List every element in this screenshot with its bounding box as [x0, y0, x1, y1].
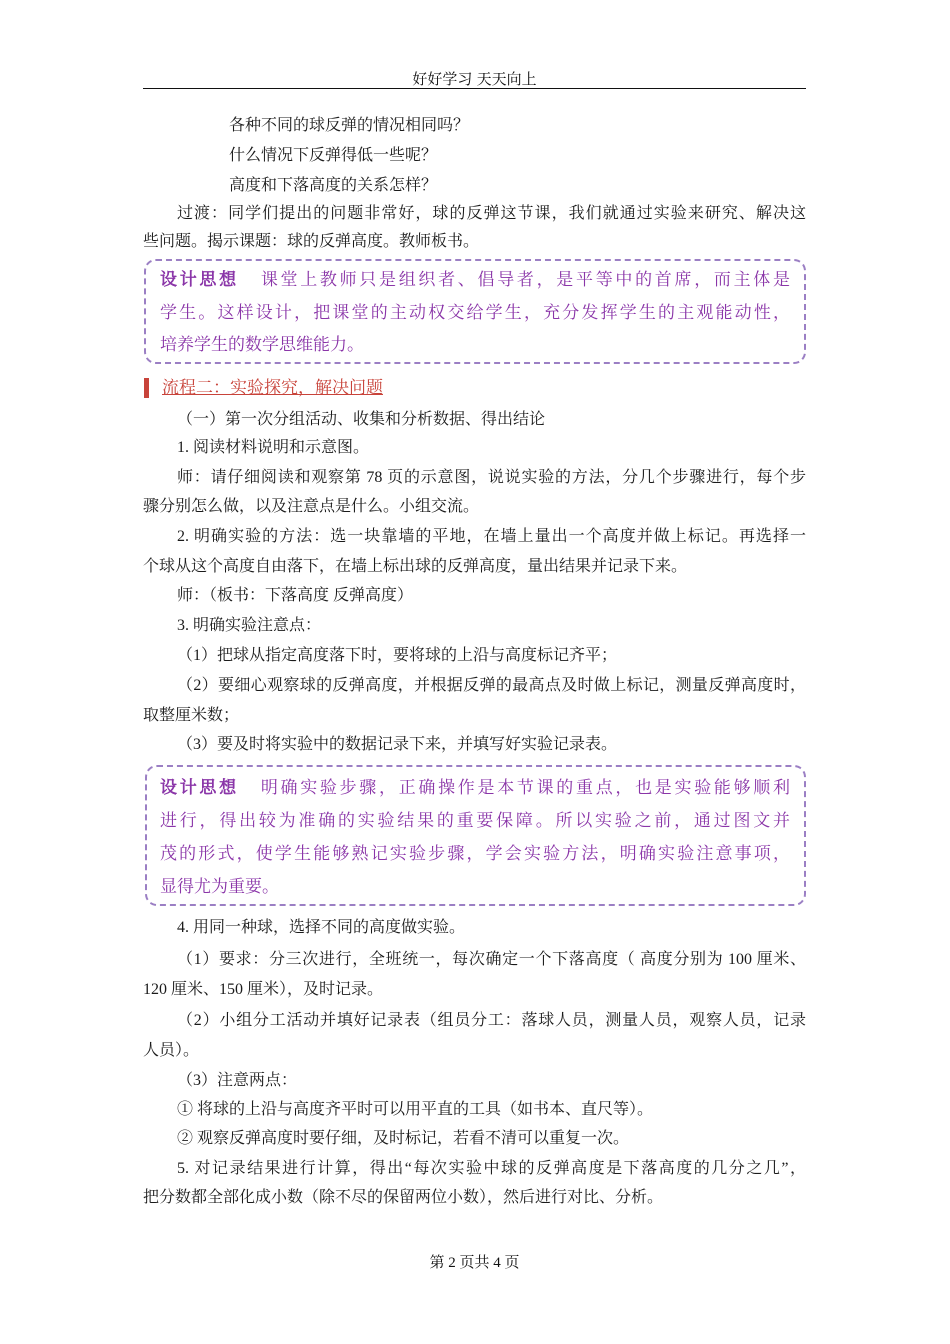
step-text: 4. 用同一种球，选择不同的高度做实验。 [177, 919, 466, 936]
step-text: 1. 阅读材料说明和示意图。 [177, 439, 370, 456]
note-text: （3）要及时将实验中的数据记录下来，并填写好实验记录表。 [177, 736, 618, 753]
design-thought-line: 培养学生的数学思维能力。 [160, 335, 364, 355]
requirement-text: （1）要求：分三次进行，全班统一，每次确定一个下落高度（ 高度分别为 100 厘米、 [177, 951, 806, 968]
section-title: 流程二：实验探究，解决问题 [162, 378, 383, 398]
intro-question: 高度和下落高度的关系怎样？ [229, 177, 438, 194]
design-thought-line: 显得尤为重要。 [160, 877, 279, 897]
design-thought-title: 设计思想 [160, 778, 239, 798]
design-thought-line: 茂的形式，使学生能够熟记实验步骤，学会实验方法，明确实验注意事项， [160, 844, 790, 864]
intro-question: 什么情况下反弹得低一些呢？ [229, 147, 438, 164]
page-header: 好好学习 天天向上 [412, 71, 537, 88]
note-text: 取整厘米数； [143, 707, 240, 724]
design-thought-line: 设计思想 课堂上教师只是组织者、倡导者，是平等中的首席，而主体是 [160, 270, 791, 290]
transition-text: 过渡：同学们提出的问题非常好，球的反弹这节课，我们就通过实验来研究、解决这 [177, 205, 806, 222]
design-thought-line: 学生。这样设计，把课堂的主动权交给学生，充分发挥学生的主观能动性， [160, 303, 790, 323]
step-text: 把分数都全部化成小数（除不尽的保留两位小数），然后进行对比、分析。 [143, 1189, 664, 1206]
note-text: （1）把球从指定高度落下时，要将球的上沿与高度标记齐平； [177, 647, 618, 664]
requirement-text: 120 厘米、150 厘米），及时记录。 [143, 981, 384, 998]
step-text: 2. 明确实验的方法：选一块靠墙的平地，在墙上量出一个高度并做上标记。再选择一 [177, 528, 806, 545]
step-text: 5. 对记录结果进行计算，得出“每次实验中球的反弹高度是下落高度的几分之几”， [177, 1160, 806, 1177]
subsection-heading: （一）第一次分组活动、收集和分析数据、得出结论 [177, 411, 546, 428]
requirement-text: 人员）。 [143, 1042, 200, 1059]
note-text: （2）要细心观察球的反弹高度，并根据反弹的最高点及时做上标记，测量反弹高度时， [177, 677, 806, 694]
page-footer: 第 2 页共 4 页 [429, 1255, 520, 1271]
design-thought-line: 设计思想 明确实验步骤，正确操作是本节课的重点，也是实验能够顺利 [160, 778, 791, 798]
point-text: ② 观察反弹高度时要仔细，及时标记，若看不清可以重复一次。 [177, 1130, 630, 1147]
paragraph-text: 师：请仔细阅读和观察第 78 页的示意图，说说实验的方法，分几个步骤进行，每个步 [177, 469, 806, 486]
paragraph-text: 师：（板书：下落高度 反弹高度） [177, 587, 414, 604]
step-text: 个球从这个高度自由落下，在墙上标出球的反弹高度，量出结果并记录下来。 [143, 558, 688, 575]
header-divider [143, 88, 806, 89]
intro-question: 各种不同的球反弹的情况相同吗？ [229, 117, 470, 134]
step-text: 3. 明确实验注意点： [177, 617, 322, 634]
section-marker [144, 378, 149, 398]
design-thought-title: 设计思想 [160, 270, 239, 290]
paragraph-text: 骤分别怎么做，以及注意点是什么。小组交流。 [143, 498, 480, 515]
transition-text: 些问题。揭示课题：球的反弹高度。教师板书。 [143, 233, 480, 250]
requirement-text: （2）小组分工活动并填好记录表（组员分工：落球人员，测量人员，观察人员，记录 [177, 1012, 806, 1029]
requirement-text: （3）注意两点： [177, 1072, 298, 1089]
design-thought-line: 进行，得出较为准确的实验结果的重要保障。所以实验之前，通过图文并 [160, 811, 790, 831]
point-text: ① 将球的上沿与高度齐平时可以用平直的工具（如书本、直尺等）。 [177, 1101, 654, 1118]
